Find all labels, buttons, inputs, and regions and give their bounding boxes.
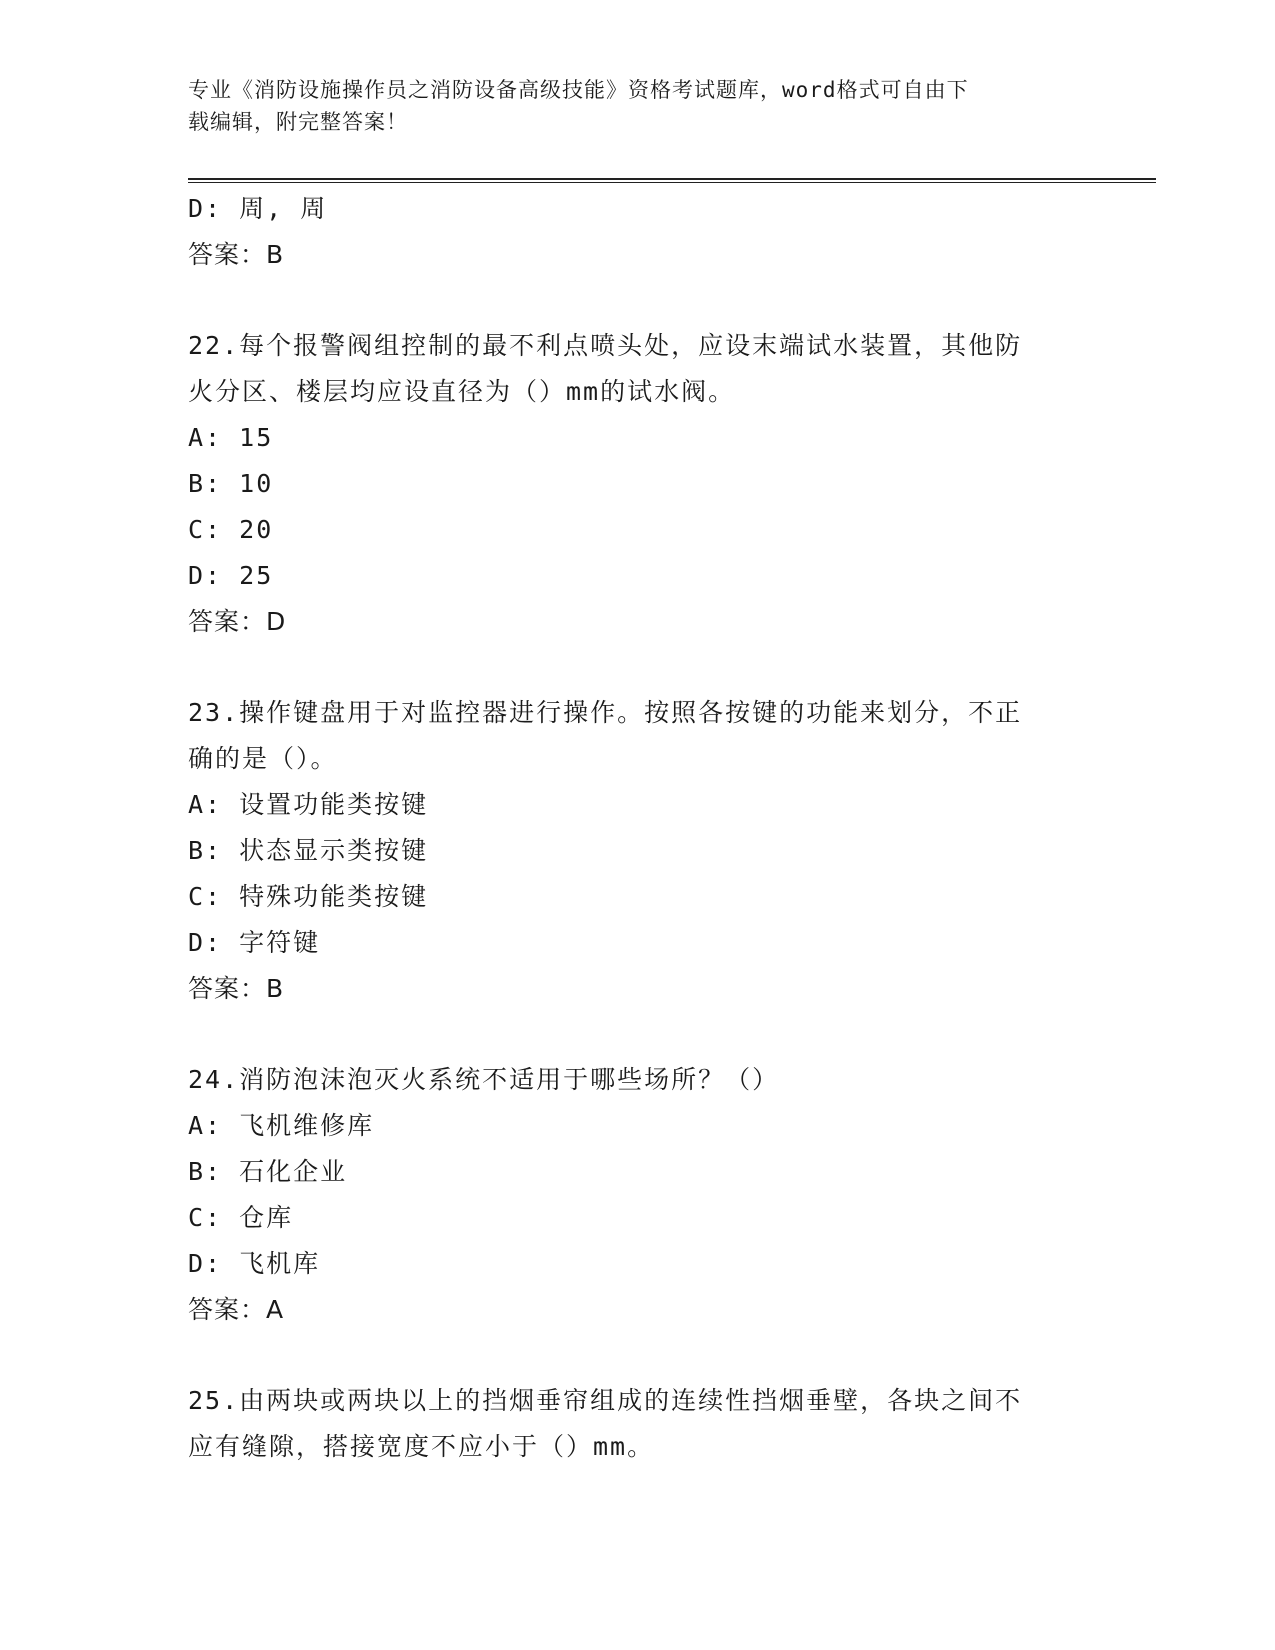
question-stem-line: 火分区、楼层均应设直径为（）mm的试水阀。 xyxy=(188,377,736,406)
answer: 答案：B xyxy=(188,240,285,269)
answer: 答案：A xyxy=(188,1295,285,1324)
question-list xyxy=(188,186,1088,1470)
question-stem-line: 25.由两块或两块以上的挡烟垂帘组成的连续性挡烟垂壁，各块之间不 xyxy=(188,1386,1023,1415)
answer: 答案：B xyxy=(188,974,285,1003)
option-d: D: 字符键 xyxy=(188,928,321,957)
question-stem-line: 23.操作键盘用于对监控器进行操作。按照各按键的功能来划分，不正 xyxy=(188,698,1023,727)
header-line-1: 专业《消防设施操作员之消防设备高级技能》资格考试题库，word格式可自由下 xyxy=(188,78,969,102)
option-c: C: 特殊功能类按键 xyxy=(188,882,429,911)
question-stem-line: 22.每个报警阀组控制的最不利点喷头处，应设末端试水装置，其他防 xyxy=(188,331,1023,360)
question-stem-line: 应有缝隙，搭接宽度不应小于（）mm。 xyxy=(188,1432,655,1461)
option-a: A: 设置功能类按键 xyxy=(188,790,429,819)
answer: 答案：D xyxy=(188,607,287,636)
option-b: B: 状态显示类按键 xyxy=(188,836,429,865)
option-d: D: 周, 周 xyxy=(188,194,328,223)
option-c: C: 20 xyxy=(188,515,274,544)
header-line-2: 载编辑，附完整答案！ xyxy=(188,110,408,134)
option-a: A: 飞机维修库 xyxy=(188,1111,375,1140)
question-stem-line: 24.消防泡沫泡灭火系统不适用于哪些场所？（） xyxy=(188,1065,780,1094)
option-d: D: 飞机库 xyxy=(188,1249,321,1278)
option-b: B: 10 xyxy=(188,469,274,498)
page-header xyxy=(188,74,1088,138)
question-25 xyxy=(188,1378,1088,1470)
question-22 xyxy=(188,323,1088,645)
header-divider xyxy=(188,178,1156,183)
option-a: A: 15 xyxy=(188,423,274,452)
option-c: C: 仓库 xyxy=(188,1203,294,1232)
question-stem-line: 确的是（）。 xyxy=(188,744,338,773)
option-d: D: 25 xyxy=(188,561,274,590)
question-23 xyxy=(188,690,1088,1012)
option-b: B: 石化企业 xyxy=(188,1157,348,1186)
question-24 xyxy=(188,1057,1088,1333)
